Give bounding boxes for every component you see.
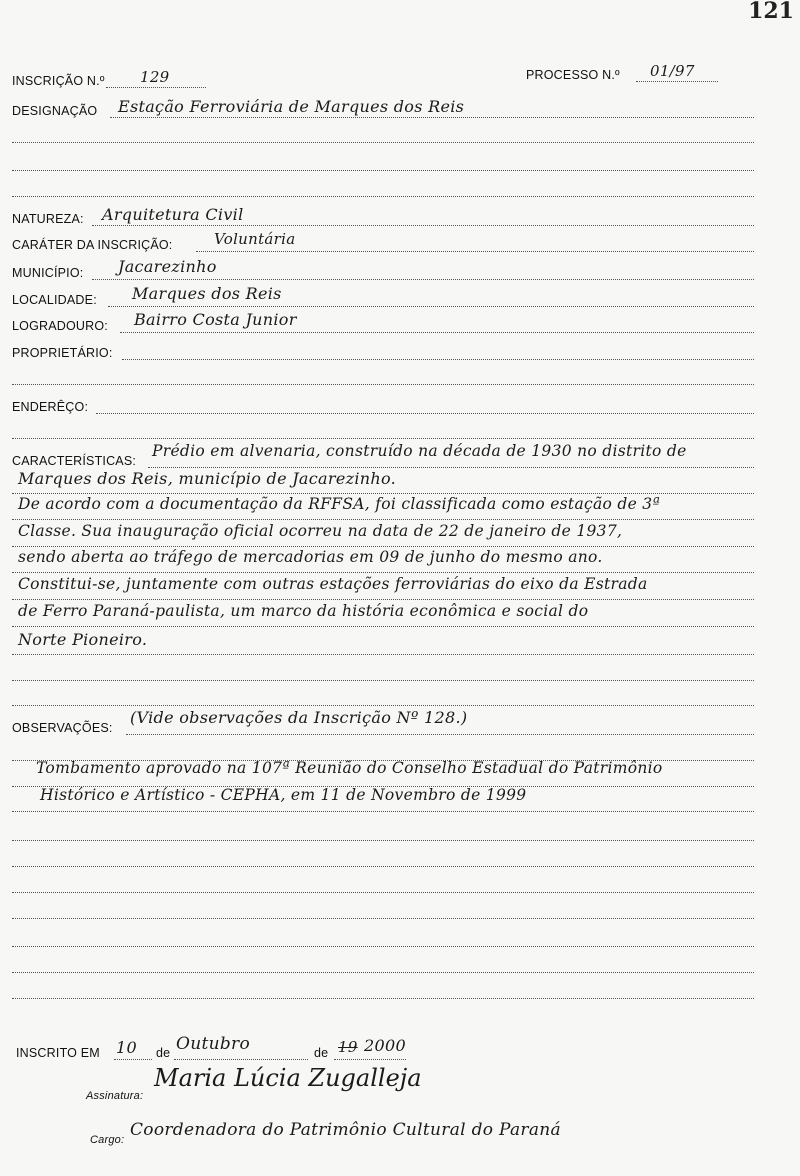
ruled-line bbox=[12, 546, 754, 547]
inscricao-dots bbox=[106, 87, 206, 88]
ruled-line bbox=[12, 170, 754, 171]
ruled-line bbox=[12, 946, 754, 947]
ruled-line bbox=[12, 384, 754, 385]
caracteristicas-line-5: sendo aberta ao tráfego de mercadorias em 09 de junho do mesmo ano. bbox=[18, 548, 603, 566]
natureza-label: NATUREZA: bbox=[12, 212, 84, 226]
caracteristicas-dots bbox=[148, 467, 754, 468]
inscricao-label: INSCRIÇÃO N.º bbox=[12, 74, 105, 88]
cargo-label: Cargo: bbox=[90, 1134, 125, 1146]
ruled-line bbox=[12, 705, 754, 706]
observacoes-label: OBSERVAÇÕES: bbox=[12, 721, 113, 735]
ruled-line bbox=[12, 892, 754, 893]
logradouro-value: Bairro Costa Junior bbox=[134, 310, 297, 329]
ruled-line bbox=[12, 142, 754, 143]
proprietario-label: PROPRIETÁRIO: bbox=[12, 346, 113, 360]
signature: Maria Lúcia Zugalleja bbox=[154, 1064, 422, 1092]
caracteristicas-line-4: Classe. Sua inauguração oficial ocorreu na data de 22 de janeiro de 1937, bbox=[18, 522, 623, 540]
page-number: 121 bbox=[748, 0, 794, 24]
ruled-line bbox=[12, 972, 754, 973]
endereco-label: ENDERÊÇO: bbox=[12, 400, 89, 414]
ruled-line bbox=[12, 626, 754, 627]
cargo-value: Coordenadora do Patrimônio Cultural do Paraná bbox=[130, 1120, 561, 1140]
caracteristicas-line-3: De acordo com a documentação da RFFSA, foi classificada como estação de 3ª bbox=[18, 495, 661, 513]
municipio-label: MUNICÍPIO: bbox=[12, 266, 84, 280]
carater-label: CARÁTER DA INSCRIÇÃO: bbox=[12, 238, 173, 252]
ruled-line bbox=[12, 519, 754, 520]
ruled-line bbox=[12, 840, 754, 841]
assinatura-label: Assinatura: bbox=[86, 1090, 144, 1102]
localidade-dots bbox=[108, 306, 754, 307]
designacao-label: DESIGNAÇÃO bbox=[12, 104, 98, 118]
logradouro-label: LOGRADOURO: bbox=[12, 319, 108, 333]
logradouro-dots bbox=[120, 332, 754, 333]
designacao-value: Estação Ferroviária de Marques dos Reis bbox=[118, 97, 465, 116]
caracteristicas-line-8: Norte Pioneiro. bbox=[18, 630, 148, 649]
ruled-line bbox=[12, 811, 754, 812]
processo-dots bbox=[636, 81, 718, 82]
caracteristicas-line-6: Constitui-se, juntamente com outras estações ferroviárias do eixo da Estrada bbox=[18, 575, 648, 593]
ruled-line bbox=[12, 654, 754, 655]
natureza-value: Arquitetura Civil bbox=[102, 205, 244, 224]
ruled-line bbox=[12, 866, 754, 867]
day-dots bbox=[114, 1059, 152, 1060]
ruled-line bbox=[12, 572, 754, 573]
designacao-dots bbox=[110, 117, 754, 118]
observacoes-note: (Vide observações da Inscrição Nº 128.) bbox=[130, 708, 468, 727]
inscrito-year: 2000 bbox=[364, 1036, 406, 1055]
ruled-line bbox=[12, 599, 754, 600]
proprietario-dots bbox=[122, 359, 754, 360]
localidade-label: LOCALIDADE: bbox=[12, 293, 97, 307]
year-dots bbox=[334, 1059, 406, 1060]
processo-value: 01/97 bbox=[650, 62, 695, 80]
inscrito-de-2: de bbox=[314, 1046, 329, 1060]
ruled-line bbox=[12, 918, 754, 919]
ruled-line bbox=[12, 493, 754, 494]
inscricao-value: 129 bbox=[140, 68, 170, 86]
ruled-line bbox=[12, 196, 754, 197]
caracteristicas-line-7: de Ferro Paraná-paulista, um marco da história econômica e social do bbox=[18, 602, 589, 620]
inscrito-month: Outubro bbox=[176, 1034, 251, 1054]
localidade-value: Marques dos Reis bbox=[132, 284, 282, 303]
carater-dots bbox=[196, 251, 754, 252]
municipio-value: Jacarezinho bbox=[118, 257, 217, 276]
processo-label: PROCESSO N.º bbox=[526, 68, 620, 82]
caracteristicas-label: CARACTERÍSTICAS: bbox=[12, 454, 137, 468]
endereco-dots bbox=[96, 413, 754, 414]
inscrito-de-1: de bbox=[156, 1046, 171, 1060]
observacoes-line-1: Tombamento aprovado na 107ª Reunião do Conselho Estadual do Patrimônio bbox=[36, 759, 663, 777]
caracteristicas-line-2: Marques dos Reis, município de Jacarezinho. bbox=[18, 469, 396, 488]
observacoes-line-2: Histórico e Artístico - CEPHA, em 11 de Novembro de 1999 bbox=[40, 786, 527, 804]
ruled-line bbox=[12, 680, 754, 681]
carater-value: Voluntária bbox=[214, 230, 296, 248]
inscrito-day: 10 bbox=[116, 1038, 137, 1057]
month-dots bbox=[174, 1059, 308, 1060]
inscrito-year-struck: 19 bbox=[338, 1038, 358, 1056]
ruled-line bbox=[12, 438, 754, 439]
observacoes-dots bbox=[126, 734, 754, 735]
caracteristicas-line-1: Prédio em alvenaria, construído na década de 1930 no distrito de bbox=[152, 442, 687, 460]
inscrito-label: INSCRITO EM bbox=[16, 1046, 100, 1060]
ruled-line bbox=[12, 998, 754, 999]
natureza-dots bbox=[92, 225, 754, 226]
municipio-dots bbox=[92, 279, 754, 280]
